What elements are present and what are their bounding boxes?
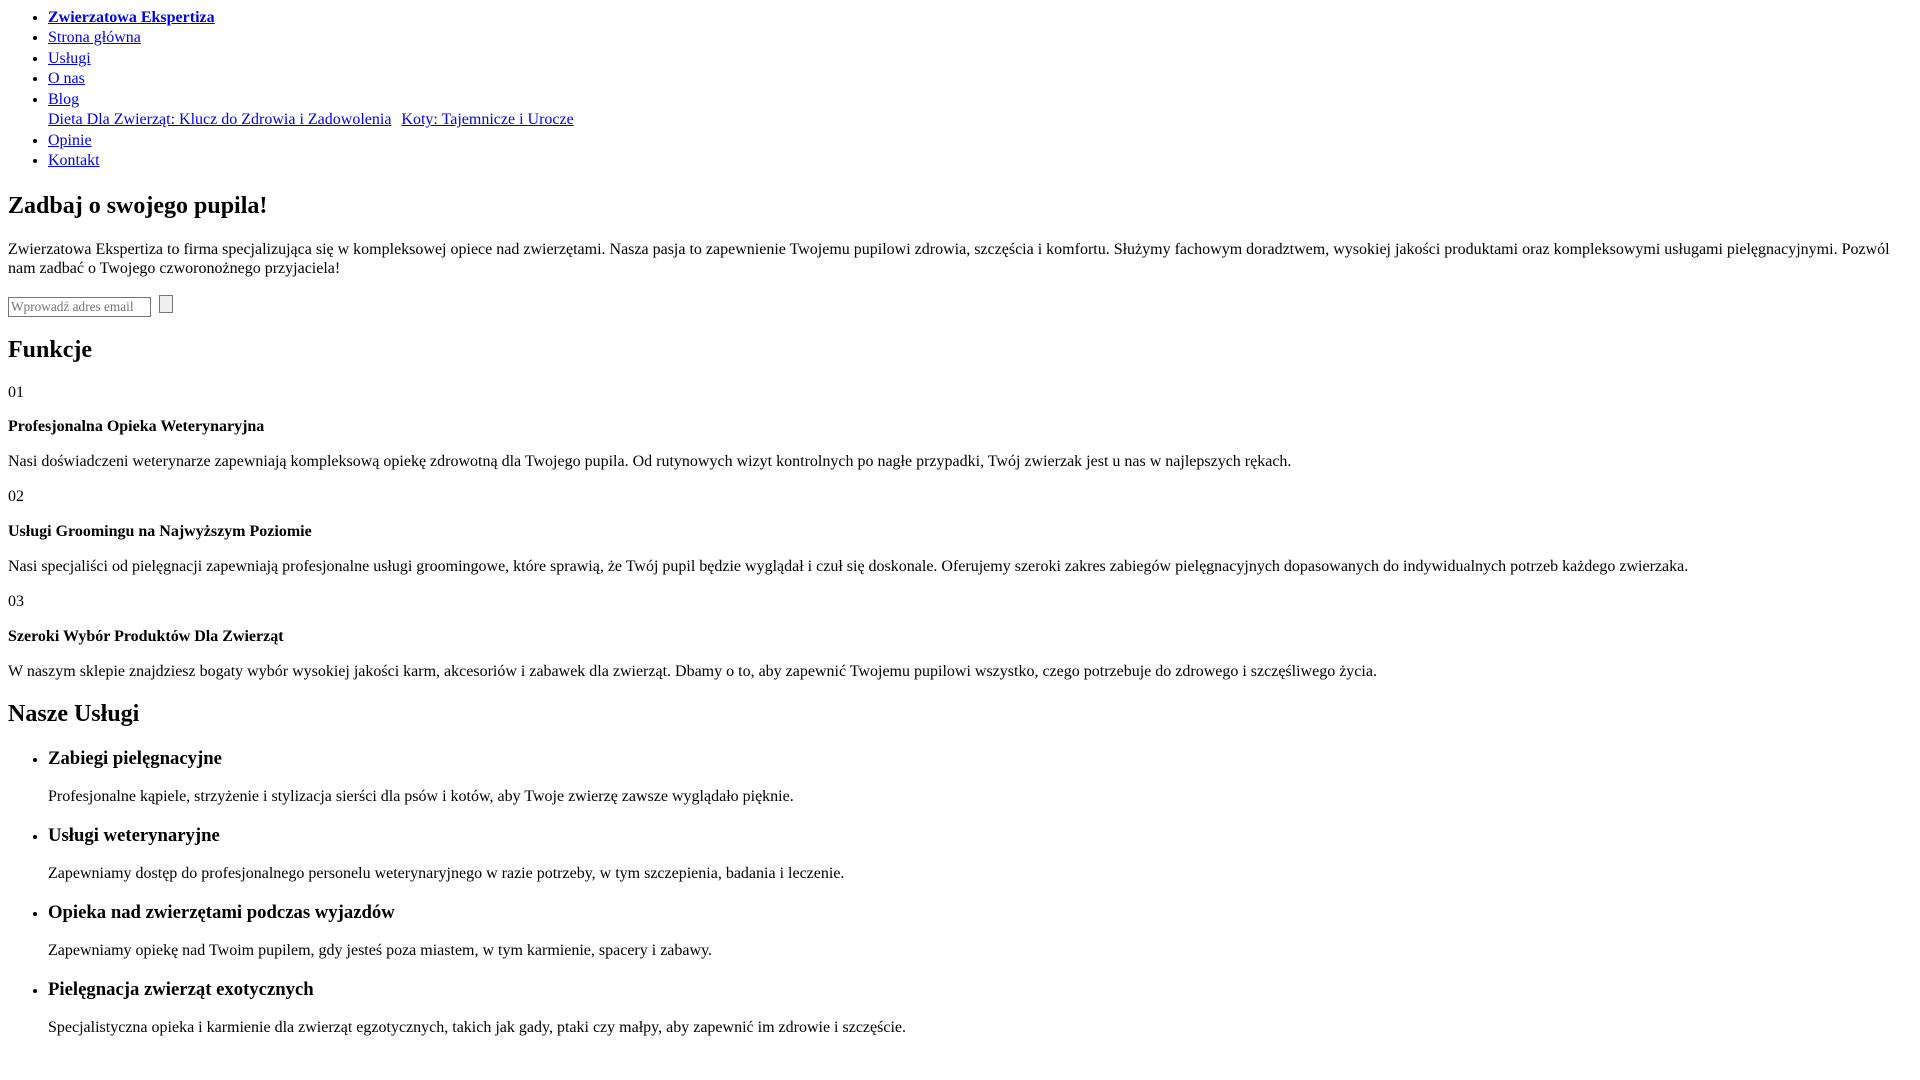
newsletter-form [8, 295, 1912, 317]
nav-list [8, 8, 1912, 172]
services-list [8, 748, 1912, 1038]
nav-item-brand [48, 8, 1912, 28]
nav-link-about[interactable]: O nas [48, 70, 85, 88]
hero-title: Zadbaj o swojego pupila! [8, 192, 268, 219]
feature-number: 01 [8, 383, 24, 401]
feature-description: Nasi specjaliści od pielęgnacji zapewniają profesjonalne usługi groomingowe, które sprawią, że Twój pupil będzie wyglądał i czuł się doskonale. Oferujemy szeroki zakres zabiegów pielęgnacyjnych dopasowanych do indywidualnych potrzeb każdego zwierzaka. [8, 557, 1689, 575]
nav-link-blog[interactable]: Blog [48, 90, 80, 108]
service-title: • Pielęgnacja zwierząt exotycznych [48, 979, 314, 1000]
nav-link-home[interactable]: Strona główna [48, 29, 141, 47]
list-item [48, 825, 1912, 884]
blog-link-koty[interactable]: Koty: Tajemnicze i Urocze [401, 111, 574, 129]
features-section [8, 337, 1912, 682]
main-navigation [8, 8, 1912, 172]
feature-title: Profesjonalna Opieka Weterynaryjna [8, 418, 265, 436]
blog-link-dieta[interactable]: Dieta Dla Zwierząt: Klucz do Zdrowia i Zadowolenia [48, 111, 392, 129]
services-heading: Nasze Usługi [8, 701, 140, 728]
feature-item [8, 488, 1912, 577]
blog-sublinks [48, 110, 1912, 130]
nav-item-home [48, 28, 1912, 48]
service-title: • Usługi weterynaryjne [48, 825, 220, 847]
services-section [8, 701, 1912, 1038]
feature-title: Usługi Groomingu na Najwyższym Poziomie [8, 523, 312, 540]
list-item [48, 748, 1912, 807]
nav-item-contact [48, 151, 1912, 171]
feature-title: Szeroki Wybór Produktów Dla Zwierząt [8, 627, 284, 645]
features-heading: Funkcje [8, 336, 92, 363]
service-description: Zapewniamy dostęp do profesjonalnego personelu weterynaryjnego w razie potrzeby, w tym szczepienia, badania i leczenie. [48, 865, 845, 883]
newsletter-submit-button[interactable] [159, 295, 173, 313]
service-description: Zapewniamy opiekę nad Twoim pupilem, gdy jesteś poza miastem, w tym karmienie, spacery i zabawy. [48, 942, 713, 960]
service-description: Profesjonalne kąpiele, strzyżenie i stylizacja sierści dla psów i kotów, aby Twoje zwierzę zawsze wyglądało pięknie. [48, 788, 794, 806]
service-title: • Zabiegi pielęgnacyjne [48, 748, 222, 770]
feature-description: Nasi doświadczeni weterynarze zapewniają kompleksową opiekę zdrowotną dla Twojego pupila. Od rutynowych wizyt kontrolnych po nagłe przypadki, Twój zwierzak jest u nas w najlepszych rękach. [8, 453, 1292, 471]
feature-number: 03 [8, 592, 24, 610]
nav-link-services[interactable]: Usługi [48, 49, 91, 67]
list-item [48, 902, 1912, 961]
feature-item [8, 384, 1912, 473]
nav-item-services [48, 49, 1912, 69]
nav-link-opinions[interactable]: Opinie [48, 131, 92, 149]
nav-item-about [48, 69, 1912, 89]
nav-link-contact[interactable]: Kontakt [48, 152, 100, 170]
feature-description: W naszym sklepie znajdziesz bogaty wybór wysokiej jakości karm, akcesoriów i zabawek dla zwierząt. Dbamy o to, aby zapewnić Twojemu pupilowi wszystko, czego potrzebuje do zdrowego i szczęśliwego życia. [8, 662, 1377, 680]
service-description: Specjalistyczna opieka i karmienie dla zwierząt egzotycznych, takich jak gady, ptaki czy małpy, aby zapewnić im zdrowie i szczęście. [48, 1019, 906, 1036]
nav-item-blog [48, 90, 1912, 131]
email-input[interactable] [8, 297, 151, 317]
feature-number: 02 [8, 488, 24, 506]
service-title: • Opieka nad zwierzętami podczas wyjazdów [48, 902, 395, 924]
hero-section [8, 193, 1912, 317]
nav-link-brand[interactable]: Zwierzatowa Ekspertiza [48, 9, 215, 26]
list-item [48, 979, 1912, 1038]
nav-item-opinions [48, 131, 1912, 151]
hero-description: Zwierzatowa Ekspertiza to firma specjalizująca się w kompleksowej opiece nad zwierzętami. Nasza pasja to zapewnienie Twojemu pupilowi zdrowia, szczęścia i komfortu. Służymy fachowym doradztwem, wysokiej jakości produktami oraz kompleksowymi usługami pielęgnacyjnymi. Pozwól nam zadbać o Twojego czworonożnego przyjaciela! [8, 240, 1890, 277]
feature-item [8, 593, 1912, 682]
